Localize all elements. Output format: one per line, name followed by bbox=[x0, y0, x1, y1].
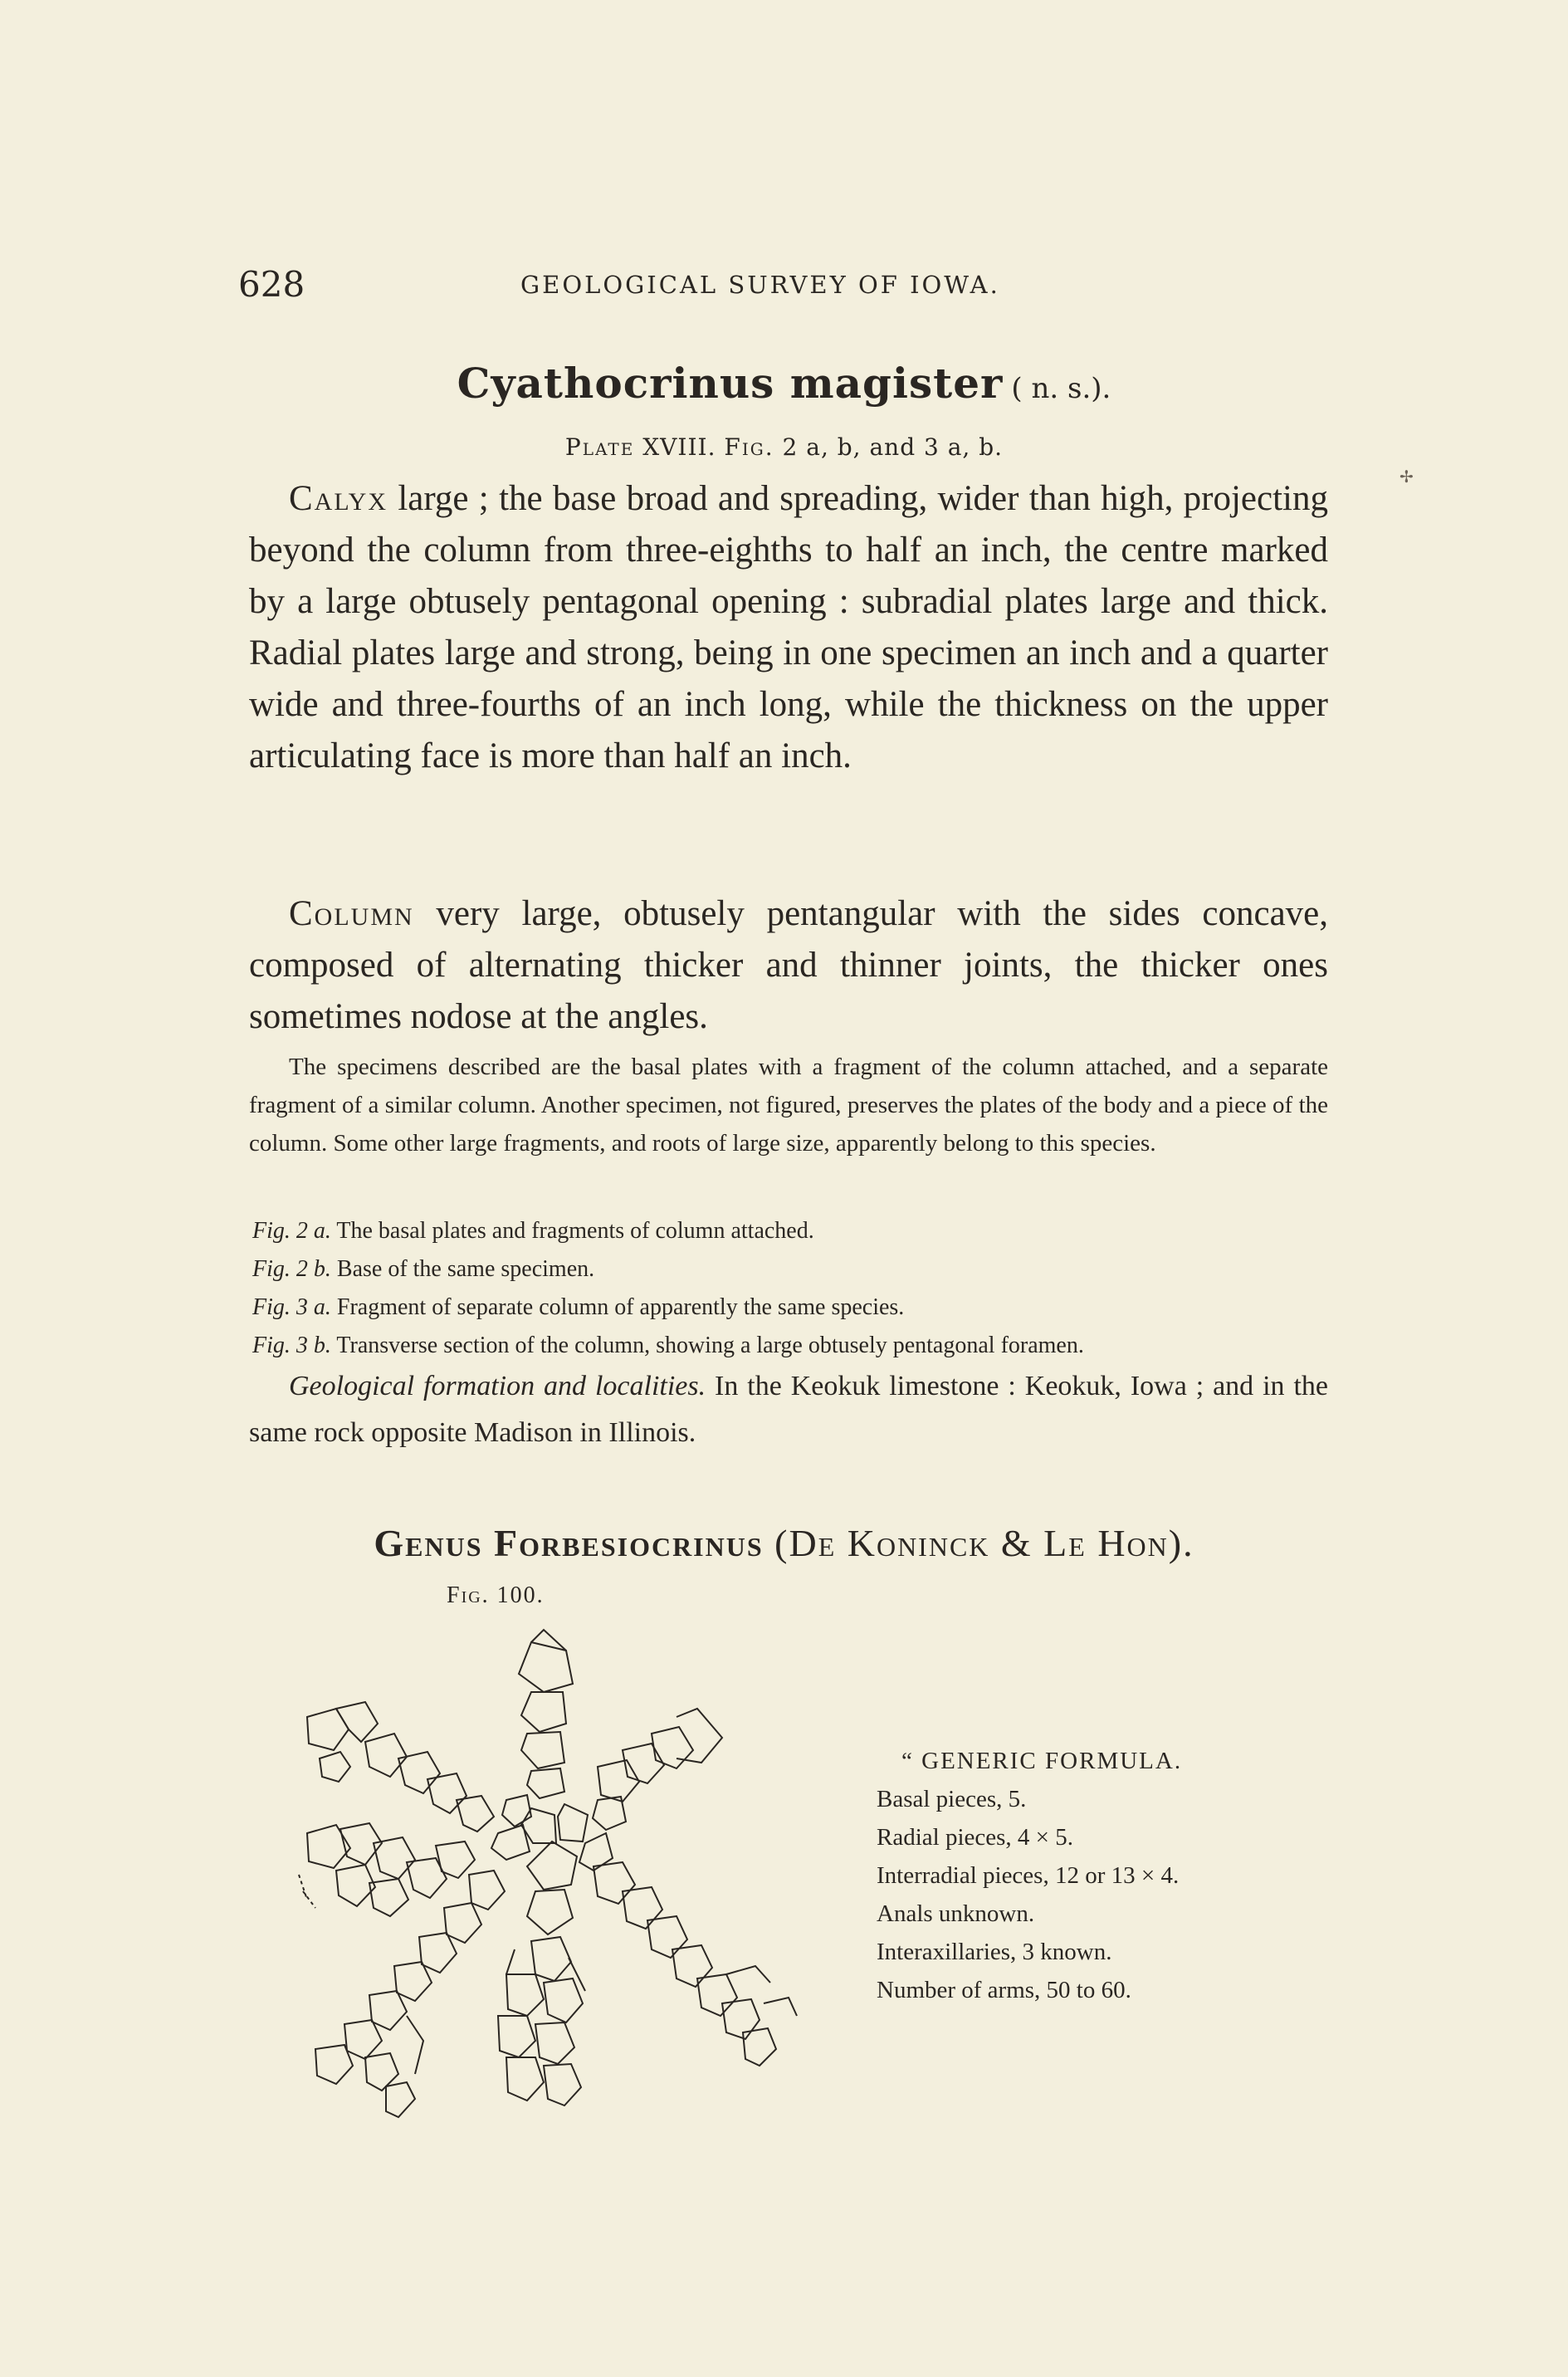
species-title bbox=[0, 359, 1568, 408]
page-number: 628 bbox=[238, 264, 305, 305]
column-lead: Column bbox=[289, 894, 414, 933]
genus-title bbox=[0, 1521, 1568, 1565]
column-text: very large, obtusely pentangular with the sides concave, composed of alternating thicker and thinner joints, the thicker ones sometimes nodose at the angles. bbox=[249, 894, 1328, 1036]
figure-caption bbox=[252, 1212, 1348, 1250]
figure-caption-label: Fig. 2 b. bbox=[252, 1256, 331, 1282]
formula-line: Anals unknown. bbox=[877, 1900, 1035, 1927]
crinoid-plate-diagram bbox=[257, 1626, 847, 2140]
figure-captions bbox=[252, 1212, 1348, 1365]
fig-ref-label: Fig. bbox=[724, 433, 774, 461]
figure-caption-text: The basal plates and fragments of column attached. bbox=[336, 1218, 814, 1244]
plate-label: Plate bbox=[564, 433, 635, 461]
formula-line: Radial pieces, 4 × 5. bbox=[877, 1824, 1074, 1851]
running-head: GEOLOGICAL SURVEY OF IOWA. bbox=[520, 271, 1000, 299]
specimens-paragraph: The specimens described are the basal plates with a fragment of the column attached, and a separate fragment of a similar column. Another specimen, not figured, preserves the plates of the body and a piece of the column. Some other large fragments, and roots of large size, apparently belong to this species. bbox=[249, 1054, 1328, 1157]
generic-formula bbox=[877, 1742, 1341, 2009]
figure-caption-label: Fig. 2 a. bbox=[252, 1218, 331, 1244]
column-paragraph bbox=[249, 888, 1328, 1043]
formula-title: “ GENERIC FORMULA. bbox=[901, 1748, 1183, 1774]
upper-arm bbox=[519, 1630, 573, 1798]
species-name: Cyathocrinus magister bbox=[457, 359, 1004, 408]
figure-caption-label: Fig. 3 b. bbox=[252, 1333, 331, 1358]
plate-number: XVIII. bbox=[642, 433, 716, 461]
figure-number: Fig. 100. bbox=[447, 1582, 545, 1608]
species-status: ( n. s.). bbox=[1011, 372, 1111, 405]
calyx-paragraph bbox=[249, 473, 1328, 782]
calyx-text: large ; the base broad and spreading, wider than high, projecting beyond the column from three-eighths to half an inch, the centre marked by a large obtusely pentagonal opening : subradial plates large and thick. Radial plates large and strong, being in one specimen an inch and a quarter wide and three-fourths of an inch long, while the thickness on the upper articulating face is more than half an inch. bbox=[249, 479, 1328, 775]
localities-text: In the Keokuk limestone : Keokuk, Iowa ; and in the same rock opposite Madison in Illinois. bbox=[249, 1371, 1329, 1448]
figure-caption bbox=[252, 1289, 1348, 1327]
formula-line: Basal pieces, 5. bbox=[877, 1786, 1027, 1812]
genus-authority: (De Koninck & Le Hon). bbox=[774, 1522, 1194, 1564]
localities-paragraph bbox=[249, 1363, 1328, 1456]
lower-left-arm bbox=[315, 1871, 505, 2117]
figure-caption bbox=[252, 1250, 1348, 1289]
formula-line: Interradial pieces, 12 or 13 × 4. bbox=[877, 1862, 1180, 1889]
lower-center-arm bbox=[498, 1937, 585, 2106]
figure-caption-text: Base of the same specimen. bbox=[336, 1256, 595, 1282]
upper-left-arm bbox=[307, 1702, 494, 1832]
upper-right-arm bbox=[598, 1709, 722, 1802]
formula-line: Number of arms, 50 to 60. bbox=[877, 1977, 1131, 2003]
calyx-lead: Calyx bbox=[289, 479, 388, 518]
right-arm bbox=[593, 1862, 797, 2066]
figure-caption-text: Fragment of separate column of apparently the same species. bbox=[336, 1294, 905, 1320]
margin-speck: ✢ bbox=[1399, 467, 1414, 487]
figure-caption-text: Transverse section of the column, showing a large obtusely pentagonal foramen. bbox=[336, 1333, 1084, 1358]
localities-label: Geological formation and localities. bbox=[289, 1371, 706, 1401]
plate-reference bbox=[0, 433, 1568, 461]
page-header bbox=[238, 264, 1334, 306]
formula-line: Interaxillaries, 3 known. bbox=[877, 1939, 1112, 1965]
fig-ref: 2 a, b, and 3 a, b. bbox=[782, 433, 1004, 461]
figure-caption-label: Fig. 3 a. bbox=[252, 1294, 331, 1320]
figure-caption bbox=[252, 1327, 1348, 1365]
left-arm bbox=[299, 1823, 475, 1916]
genus-name: Genus Forbesiocrinus bbox=[374, 1522, 764, 1564]
